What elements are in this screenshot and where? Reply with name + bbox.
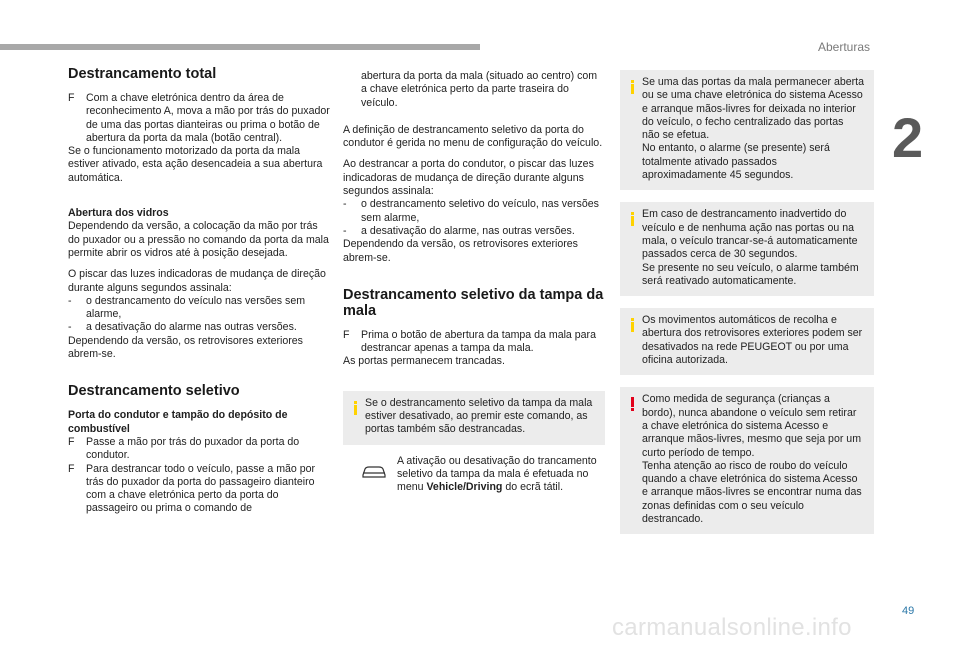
paragraph: Dependendo da versão, os retrovisores exteriores abrem-se. [68,334,303,361]
bullet-icon: F [343,328,350,341]
info-note [620,70,874,190]
bullet-icon: F [68,462,75,475]
paragraph: Dependendo da versão, a colocação da mão por trás do puxador ou a pressão no comando da porta da mala permite abrir os vidros até à posição desejada. [68,220,329,259]
dash-item: - o destrancamento seletivo do veículo, nas versões sem alarme, [343,198,599,224]
warning-icon [628,397,637,411]
heading-selective-unlocking: Destrancamento seletivo [68,383,240,400]
bullet-text: Passe a mão por trás do puxador da porta do condutor. [86,435,300,462]
bullet-text: Prima o botão de abertura da tampa da mala para destrancar apenas a tampa da mala. [361,328,596,355]
note-text: Tenha atenção ao risco de roubo do veículo quando a chave eletrónica do sistema Acesso e arranque mãos-livres se encontrar numa das zonas definidas com o seu veículo destrancado. [642,459,862,526]
paragraph: Se o funcionamento motorizado da porta da mala estiver ativado, esta ação desencadeia a sua abertura automática. [68,145,323,184]
instruction-bullet [68,92,330,145]
info-note [620,308,874,375]
header-bar [0,44,480,50]
car-icon [361,465,387,479]
note-text: Se uma das portas da mala permanecer aberta ou se uma chave eletrónica do sistema Acesso e arranque mãos-livres for deixada no interior do veículo, o fecho centralizado das portas não se efetua. [642,76,865,142]
info-note [343,391,605,445]
instruction-bullet [343,329,605,356]
menu-name: Vehicle/Driving [426,481,503,494]
heading-total-unlocking: Destrancamento total [68,66,217,82]
paragraph: A definição de destrancamento seletivo da porta do condutor é gerida no menu de configuração do veículo. [343,123,603,150]
instruction-bullet [68,436,330,463]
menu-text-pre: A ativação ou desativação do trancamento seletivo da tampa da mala é efetuada no menu [397,454,597,494]
column-right [620,70,874,538]
touchscreen-menu-note [343,455,605,495]
column-left [68,66,330,516]
paragraph: Ao destrancar a porta do condutor, o piscar das luzes indicadoras de mudança de direção durante alguns segundos assinala: [343,158,594,198]
page-number: 49 [902,605,915,617]
paragraph: As portas permanecem trancadas. [343,355,505,368]
note-text: Se o destrancamento seletivo da tampa da mala estiver desativado, ao premir este comando, as portas também são destrancadas. [365,396,593,436]
bullet-icon: F [68,435,75,448]
info-note [620,202,874,296]
note-text: Como medida de segurança (crianças a bordo), nunca abandone o veículo sem retirar a chave eletrónica do sistema Acesso e arranque mãos-livres, mesmo que seja por um curto período de tempo. [642,393,862,459]
warning-note [620,387,874,534]
subheading-windows: Abertura dos vidros [68,207,169,220]
section-title: Aberturas [818,40,871,54]
note-text: Em caso de destrancamento inadvertido do veículo e de nenhuma ação nas portas ou na mala, o veículo trancar-se-á automaticamente passados cerca de 30 segundos. [642,208,858,261]
dash-text: a desativação do alarme nas outras versões. [86,321,297,334]
info-icon [628,80,637,94]
subheading-driver-door: Porta do condutor e tampão do depósito de [68,409,288,422]
menu-text-post: do ecrã tátil. [502,481,564,494]
column-middle [343,70,605,495]
subheading-driver-door-cont: combustível [68,422,130,435]
note-text: No entanto, o alarme (se presente) será totalmente ativado passados aproximadamente 45 segundos. [642,142,830,182]
paragraph: Dependendo da versão, os retrovisores exteriores abrem-se. [343,238,578,264]
bullet-continuation: abertura da porta da mala (situado ao centro) com a chave eletrónica perto da parte traseira do veículo. [361,70,598,109]
dash-item: - a desativação do alarme nas outras versões. [68,321,297,334]
bullet-icon: F [68,92,75,104]
heading-selective-trunk: Destrancamento seletivo da tampa da mala [343,286,604,319]
note-text: Os movimentos automáticos de recolha e abertura dos retrovisores exteriores podem ser desativados na rede PEUGEOT ou por uma oficina autorizada. [642,314,863,367]
note-text: Se presente no seu veículo, o alarme também será reativado automaticamente. [642,261,859,287]
watermark: carmanualsonline.info [612,614,852,641]
dash-item: - a desativação do alarme, nas outras versões. [343,224,575,237]
dash-text: o destrancamento seletivo do veículo, nas versões sem alarme, [361,198,599,224]
bullet-text: Para destrancar todo o veículo, passe a mão por trás do puxador da porta do passageiro dianteiro com a chave eletrónica perto da porta do passageiro ou prima o comando de [86,462,316,515]
info-icon [628,318,637,332]
paragraph: O piscar das luzes indicadoras de mudança de direção durante alguns segundos assinala: [68,268,326,294]
info-icon [628,212,637,226]
bullet-text: Com a chave eletrónica dentro da área de reconhecimento A, mova a mão por trás do puxador de uma das portas dianteiras ou prima o botão de abertura da porta da mala (botão central). [86,92,330,144]
dash-item: - o destrancamento do veículo nas versões sem alarme, [68,294,306,321]
info-icon [351,401,360,415]
chapter-number: 2 [892,106,924,169]
dash-text: a desativação do alarme, nas outras versões. [361,224,575,237]
instruction-bullet [68,463,330,516]
dash-text: o destrancamento do veículo nas versões sem alarme, [86,294,306,321]
